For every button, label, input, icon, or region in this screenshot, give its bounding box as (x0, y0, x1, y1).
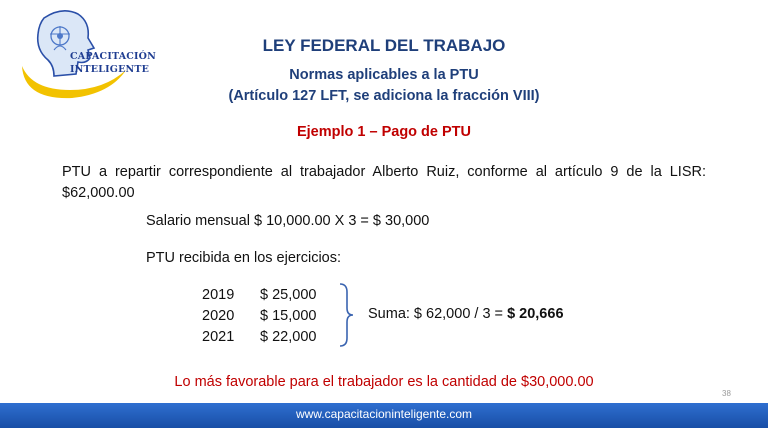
sum-line (368, 306, 564, 322)
page-subtitle: Normas aplicables a la PTU (289, 67, 479, 83)
ptu-year: 2021 (202, 329, 235, 345)
example-title: Ejemplo 1 – Pago de PTU (296, 124, 472, 140)
sum-text: Suma: $ 62,000 / 3 = (368, 306, 508, 322)
description-paragraph: PTU a repartir correspondiente al trabajador Alberto Ruiz, conforme al artículo 9 de la LISR: $62,000.00 (62, 164, 706, 201)
conclusion-text: Lo más favorable para el trabajador es la cantidad de $30,000.00 (174, 374, 594, 390)
ptu-amount: $ 15,000 (260, 308, 317, 324)
ptu-amount: $ 22,000 (260, 329, 317, 345)
sum-result: $ 20,666 (507, 306, 564, 322)
page-number: 38 (722, 389, 731, 398)
page-subtitle-article: (Artículo 127 LFT, se adiciona la fracción VIII) (228, 88, 540, 104)
salary-line: Salario mensual $ 10,000.00 X 3 = $ 30,000 (146, 213, 430, 229)
ptu-received-label: PTU recibida en los ejercicios: (146, 250, 342, 266)
ptu-amount: $ 25,000 (260, 287, 317, 303)
logo-text-line2: INTELIGENTE (70, 64, 150, 75)
logo-text-line1: CAPACITACIÓN (70, 51, 157, 62)
footer-url-link[interactable]: www.capacitacioninteligente.com (295, 407, 473, 421)
right-brace-icon (336, 282, 356, 348)
ptu-year: 2020 (202, 308, 235, 324)
page-title: LEY FEDERAL DEL TRABAJO (262, 36, 506, 55)
ptu-year: 2019 (202, 287, 235, 303)
footer (0, 403, 768, 428)
